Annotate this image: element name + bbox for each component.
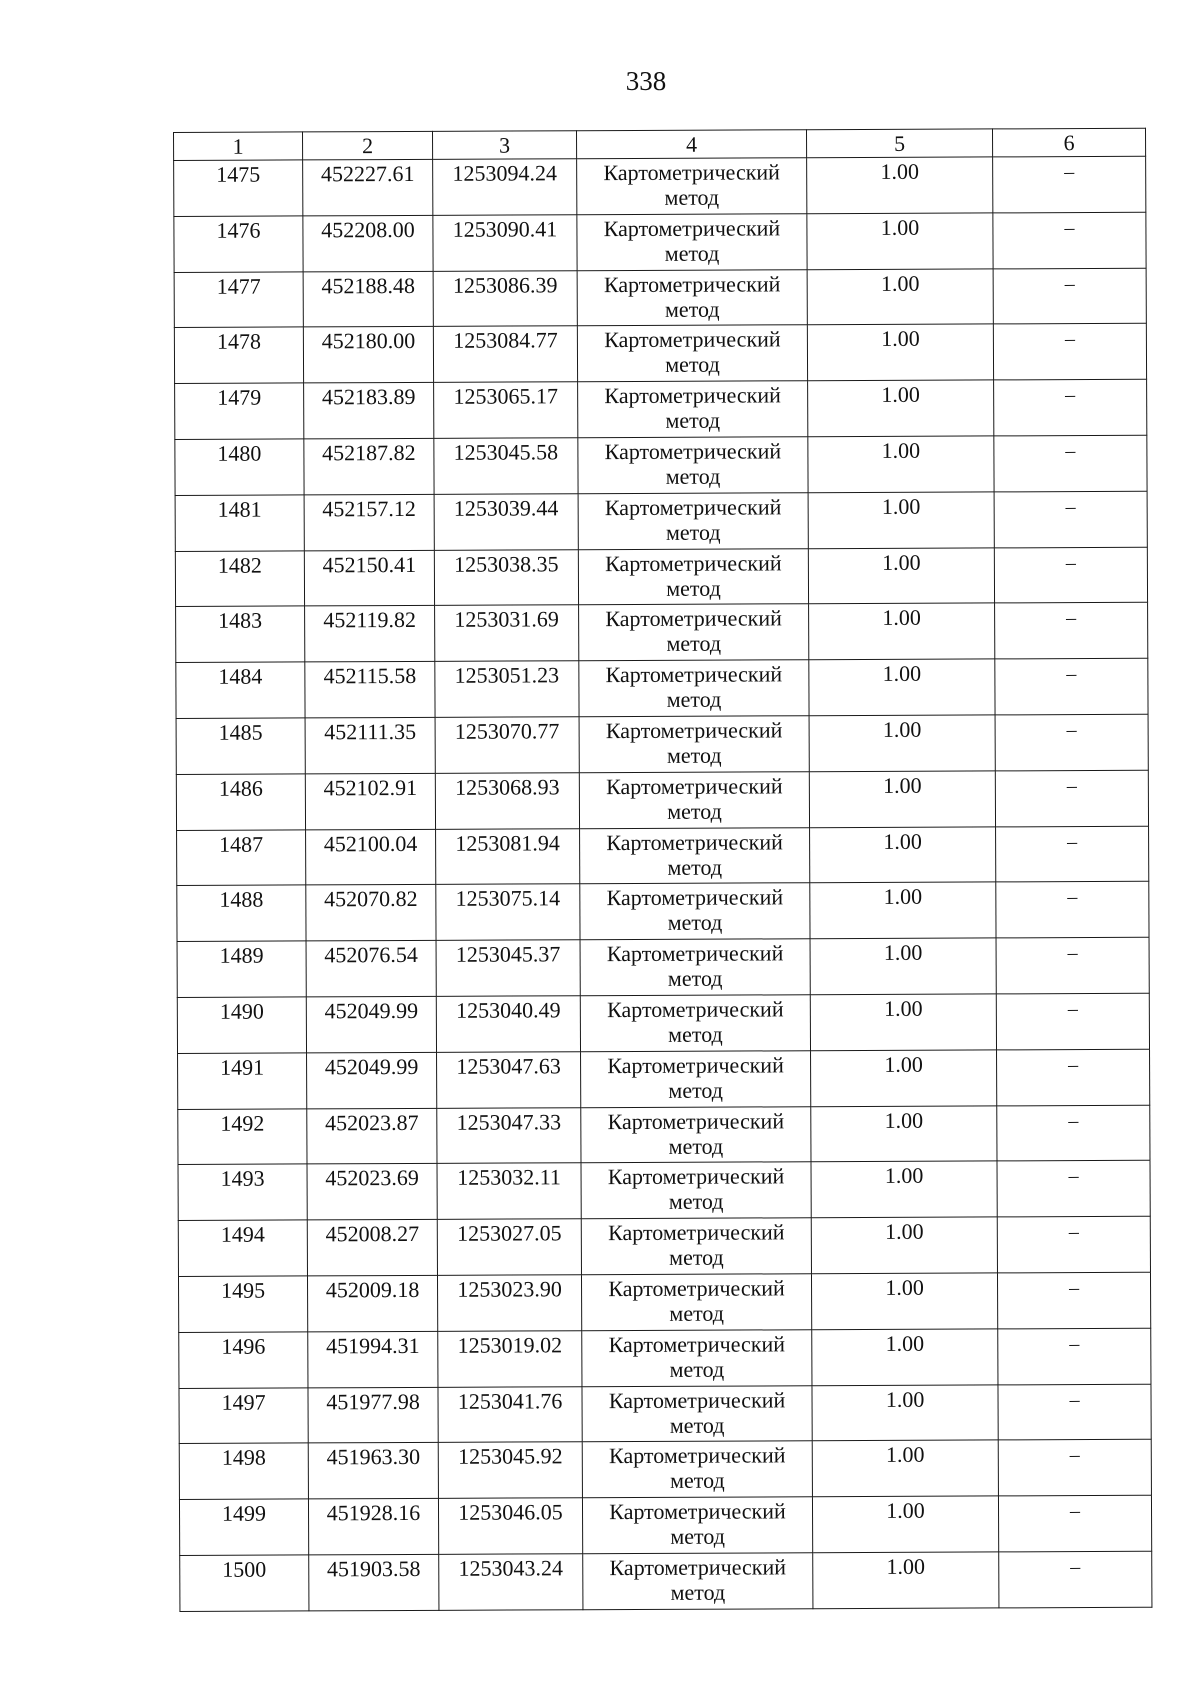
header-col-1: 1 bbox=[174, 132, 303, 161]
method-text-line-1: Картометрический bbox=[605, 661, 783, 688]
header-col-5: 5 bbox=[806, 129, 992, 158]
method-cell bbox=[579, 716, 809, 773]
note-cell bbox=[998, 1440, 1151, 1496]
table-row bbox=[176, 603, 1148, 663]
accuracy-cell: 1.00 bbox=[810, 826, 996, 883]
table-row bbox=[176, 714, 1148, 774]
accuracy-cell: 1.00 bbox=[810, 882, 996, 939]
x-coordinate-cell: 452187.82 bbox=[304, 438, 434, 494]
table-row bbox=[175, 435, 1147, 495]
note-cell bbox=[998, 1384, 1151, 1440]
note-cell bbox=[997, 1161, 1150, 1217]
method-text-line-2: метод bbox=[664, 184, 720, 210]
note-cell bbox=[993, 156, 1146, 212]
note-cell bbox=[997, 1105, 1150, 1161]
y-coordinate-cell: 1253081.94 bbox=[436, 828, 580, 884]
method-cell bbox=[580, 827, 810, 884]
method-cell bbox=[579, 660, 809, 717]
dash-mark: – bbox=[1068, 1165, 1079, 1188]
method-cell bbox=[578, 437, 808, 494]
note-cell bbox=[993, 212, 1146, 268]
y-coordinate-cell: 1253040.49 bbox=[436, 996, 580, 1052]
point-number-cell: 1491 bbox=[178, 1053, 307, 1109]
method-cell bbox=[577, 214, 807, 271]
x-coordinate-cell: 452070.82 bbox=[306, 885, 436, 941]
method-text-line-2: метод bbox=[667, 909, 723, 936]
method-text-line-1: Картометрический bbox=[604, 438, 782, 465]
dash-mark: – bbox=[1064, 161, 1075, 184]
point-number-cell: 1498 bbox=[179, 1443, 308, 1499]
method-cell bbox=[581, 1218, 811, 1275]
table-body bbox=[174, 156, 1152, 1611]
method-cell bbox=[582, 1385, 812, 1442]
method-cell bbox=[577, 158, 807, 215]
y-coordinate-cell: 1253043.24 bbox=[439, 1554, 583, 1610]
point-number-cell: 1496 bbox=[179, 1332, 308, 1388]
y-coordinate-cell: 1253084.77 bbox=[433, 326, 577, 382]
table-row bbox=[177, 937, 1149, 997]
note-cell bbox=[999, 1551, 1152, 1607]
x-coordinate-cell: 451994.31 bbox=[308, 1331, 438, 1387]
header-col-6: 6 bbox=[992, 128, 1145, 157]
point-number-cell: 1489 bbox=[177, 941, 306, 997]
dash-mark: – bbox=[1064, 328, 1075, 351]
x-coordinate-cell: 452150.41 bbox=[304, 550, 434, 606]
y-coordinate-cell: 1253032.11 bbox=[437, 1163, 581, 1219]
method-text-line-2: метод bbox=[666, 686, 722, 713]
y-coordinate-cell: 1253086.39 bbox=[433, 270, 577, 326]
header-row bbox=[174, 128, 1146, 160]
x-coordinate-cell: 451977.98 bbox=[308, 1387, 438, 1443]
method-text-line-2: метод bbox=[667, 798, 722, 824]
method-text-line-1: Картометрический bbox=[605, 717, 783, 744]
dash-mark: – bbox=[1065, 551, 1076, 574]
table-row bbox=[178, 1216, 1150, 1276]
method-text-line-1: Картометрический bbox=[609, 1554, 787, 1581]
dash-mark: – bbox=[1064, 216, 1075, 239]
accuracy-cell: 1.00 bbox=[811, 1105, 997, 1162]
x-coordinate-cell: 452188.48 bbox=[303, 271, 433, 327]
table-row bbox=[178, 1049, 1150, 1109]
note-cell bbox=[996, 826, 1149, 882]
accuracy-cell: 1.00 bbox=[812, 1496, 998, 1553]
note-cell bbox=[998, 1328, 1151, 1384]
method-text-line-2: метод bbox=[670, 1523, 725, 1549]
y-coordinate-cell: 1253051.23 bbox=[435, 661, 579, 717]
y-coordinate-cell: 1253047.63 bbox=[437, 1051, 581, 1107]
method-cell bbox=[582, 1329, 812, 1386]
method-text-line-1: Картометрический bbox=[604, 326, 781, 353]
method-text-line-2: метод bbox=[666, 630, 722, 657]
point-number-cell: 1490 bbox=[177, 997, 306, 1053]
method-text-line-1: Картометрический bbox=[606, 773, 783, 799]
note-cell bbox=[995, 770, 1148, 826]
dash-mark: – bbox=[1068, 1109, 1079, 1132]
y-coordinate-cell: 1253023.90 bbox=[437, 1275, 581, 1331]
dash-mark: – bbox=[1066, 719, 1077, 742]
x-coordinate-cell: 452227.61 bbox=[303, 159, 433, 215]
method-text-line-1: Картометрический bbox=[605, 549, 782, 576]
method-text-line-2: метод bbox=[664, 240, 720, 266]
method-text-line-1: Картометрический bbox=[607, 996, 784, 1023]
accuracy-cell: 1.00 bbox=[810, 994, 996, 1051]
accuracy-cell: 1.00 bbox=[807, 157, 993, 214]
method-text-line-2: метод bbox=[669, 1356, 725, 1382]
method-text-line-2: метод bbox=[665, 463, 721, 489]
table-row bbox=[176, 658, 1148, 718]
point-number-cell: 1492 bbox=[178, 1108, 307, 1164]
point-number-cell: 1493 bbox=[178, 1164, 307, 1220]
method-text-line-1: Картометрический bbox=[604, 382, 781, 409]
accuracy-cell: 1.00 bbox=[812, 1440, 998, 1497]
table-row bbox=[174, 156, 1146, 216]
y-coordinate-cell: 1253038.35 bbox=[434, 549, 578, 605]
table-row bbox=[174, 212, 1146, 272]
method-text-line-1: Картометрический bbox=[607, 1163, 785, 1190]
x-coordinate-cell: 451963.30 bbox=[308, 1443, 438, 1499]
x-coordinate-cell: 452009.18 bbox=[307, 1275, 437, 1331]
method-text-line-1: Картометрический bbox=[603, 270, 781, 297]
method-cell bbox=[579, 771, 809, 828]
method-text-line-2: метод bbox=[668, 1133, 724, 1159]
x-coordinate-cell: 452119.82 bbox=[305, 606, 435, 662]
method-text-line-1: Картометрический bbox=[608, 1219, 785, 1246]
point-number-cell: 1497 bbox=[179, 1387, 308, 1443]
method-cell bbox=[581, 1050, 811, 1107]
method-text-line-2: метод bbox=[668, 1077, 724, 1103]
x-coordinate-cell: 451928.16 bbox=[308, 1498, 438, 1554]
table-row bbox=[175, 379, 1147, 439]
x-coordinate-cell: 452076.54 bbox=[306, 941, 436, 997]
dash-mark: – bbox=[1069, 1388, 1080, 1411]
dash-mark: – bbox=[1066, 607, 1077, 630]
table-row bbox=[174, 268, 1146, 328]
accuracy-cell: 1.00 bbox=[809, 603, 995, 660]
point-number-cell: 1481 bbox=[175, 495, 304, 551]
method-text-line-1: Картометрический bbox=[606, 828, 783, 855]
x-coordinate-cell: 451903.58 bbox=[309, 1554, 439, 1610]
y-coordinate-cell: 1253045.92 bbox=[438, 1442, 582, 1498]
accuracy-cell: 1.00 bbox=[809, 715, 995, 772]
y-coordinate-cell: 1253039.44 bbox=[434, 494, 578, 550]
method-text-line-1: Картометрический bbox=[603, 159, 780, 186]
accuracy-cell: 1.00 bbox=[808, 436, 994, 493]
point-number-cell: 1499 bbox=[179, 1499, 308, 1555]
table-row bbox=[178, 1105, 1150, 1165]
y-coordinate-cell: 1253094.24 bbox=[433, 159, 577, 215]
header-col-2: 2 bbox=[303, 131, 433, 160]
method-text-line-1: Картометрический bbox=[604, 494, 782, 520]
note-cell bbox=[997, 1272, 1150, 1328]
table-row bbox=[180, 1551, 1152, 1611]
table-row bbox=[178, 1161, 1150, 1221]
x-coordinate-cell: 452008.27 bbox=[307, 1219, 437, 1275]
accuracy-cell: 1.00 bbox=[810, 938, 996, 995]
note-cell bbox=[993, 324, 1146, 380]
dash-mark: – bbox=[1065, 384, 1076, 407]
dash-mark: – bbox=[1069, 1332, 1080, 1355]
method-text-line-1: Картометрический bbox=[607, 1052, 784, 1078]
note-cell bbox=[994, 435, 1147, 491]
accuracy-cell: 1.00 bbox=[808, 547, 994, 604]
accuracy-cell: 1.00 bbox=[811, 1050, 997, 1107]
table-row bbox=[175, 547, 1147, 607]
dash-mark: – bbox=[1069, 1276, 1080, 1300]
method-text-line-1: Картометрический bbox=[608, 1386, 786, 1413]
x-coordinate-cell: 452049.99 bbox=[306, 996, 436, 1052]
table-row bbox=[178, 1272, 1150, 1332]
dash-mark: – bbox=[1069, 1444, 1080, 1467]
method-text-line-1: Картометрический bbox=[603, 215, 781, 241]
accuracy-cell: 1.00 bbox=[807, 213, 993, 270]
x-coordinate-cell: 452183.89 bbox=[304, 383, 434, 439]
coordinates-table bbox=[173, 128, 1152, 1612]
method-cell bbox=[580, 995, 810, 1052]
x-coordinate-cell: 452208.00 bbox=[303, 215, 433, 271]
accuracy-cell: 1.00 bbox=[811, 1273, 997, 1330]
point-number-cell: 1488 bbox=[177, 885, 306, 941]
method-cell bbox=[578, 381, 808, 438]
point-number-cell: 1479 bbox=[175, 383, 304, 439]
dash-mark: – bbox=[1067, 886, 1078, 909]
point-number-cell: 1480 bbox=[175, 439, 304, 495]
x-coordinate-cell: 452049.99 bbox=[307, 1052, 437, 1108]
accuracy-cell: 1.00 bbox=[811, 1217, 997, 1274]
y-coordinate-cell: 1253047.33 bbox=[437, 1107, 581, 1163]
method-cell bbox=[581, 1274, 811, 1331]
accuracy-cell: 1.00 bbox=[809, 771, 995, 828]
accuracy-cell: 1.00 bbox=[812, 1384, 998, 1441]
method-cell bbox=[578, 493, 808, 550]
accuracy-cell: 1.00 bbox=[812, 1329, 998, 1386]
table-row bbox=[179, 1384, 1151, 1444]
point-number-cell: 1495 bbox=[178, 1276, 307, 1332]
method-cell bbox=[577, 269, 807, 326]
y-coordinate-cell: 1253045.37 bbox=[436, 940, 580, 996]
note-cell bbox=[997, 1049, 1150, 1105]
x-coordinate-cell: 452115.58 bbox=[305, 662, 435, 718]
note-cell bbox=[997, 1216, 1150, 1272]
table-row bbox=[177, 882, 1149, 942]
point-number-cell: 1500 bbox=[180, 1555, 309, 1611]
dash-mark: – bbox=[1066, 774, 1077, 797]
dash-mark: – bbox=[1066, 663, 1077, 686]
method-cell bbox=[582, 1441, 812, 1498]
method-text-line-2: метод bbox=[668, 1188, 724, 1215]
accuracy-cell: 1.00 bbox=[807, 269, 993, 326]
note-cell bbox=[993, 268, 1146, 324]
y-coordinate-cell: 1253031.69 bbox=[435, 605, 579, 661]
method-cell bbox=[580, 883, 810, 940]
x-coordinate-cell: 452111.35 bbox=[305, 717, 435, 773]
dash-mark: – bbox=[1068, 1053, 1079, 1076]
table-row bbox=[174, 324, 1146, 384]
method-text-line-2: метод bbox=[667, 965, 723, 992]
point-number-cell: 1478 bbox=[174, 327, 303, 383]
y-coordinate-cell: 1253046.05 bbox=[438, 1498, 582, 1554]
header-col-3: 3 bbox=[432, 131, 576, 160]
point-number-cell: 1482 bbox=[175, 551, 304, 607]
dash-mark: – bbox=[1067, 830, 1078, 853]
y-coordinate-cell: 1253019.02 bbox=[438, 1330, 582, 1386]
method-text-line-2: метод bbox=[666, 742, 722, 768]
note-cell bbox=[994, 547, 1147, 603]
dash-mark: – bbox=[1065, 440, 1076, 463]
method-text-line-1: Картометрический bbox=[609, 1498, 786, 1525]
method-text-line-2: метод bbox=[668, 1021, 723, 1047]
note-cell bbox=[995, 658, 1148, 714]
point-number-cell: 1487 bbox=[177, 829, 306, 885]
table-row bbox=[175, 491, 1147, 551]
dash-mark: – bbox=[1069, 1500, 1081, 1523]
point-number-cell: 1484 bbox=[176, 662, 305, 718]
note-cell bbox=[995, 714, 1148, 770]
point-number-cell: 1486 bbox=[176, 774, 305, 830]
accuracy-cell: 1.00 bbox=[807, 324, 993, 381]
point-number-cell: 1475 bbox=[174, 160, 303, 216]
x-coordinate-cell: 452023.69 bbox=[307, 1164, 437, 1220]
table-row bbox=[179, 1328, 1151, 1388]
x-coordinate-cell: 452157.12 bbox=[304, 494, 434, 550]
note-cell bbox=[994, 379, 1147, 435]
dash-mark: – bbox=[1065, 495, 1076, 518]
method-text-line-2: метод bbox=[670, 1579, 726, 1605]
x-coordinate-cell: 452102.91 bbox=[305, 773, 435, 829]
method-text-line-1: Картометрический bbox=[608, 1331, 786, 1357]
y-coordinate-cell: 1253045.58 bbox=[434, 438, 578, 494]
method-text-line-2: метод bbox=[665, 407, 721, 434]
accuracy-cell: 1.00 bbox=[808, 380, 994, 437]
method-text-line-1: Картометрический bbox=[606, 884, 784, 911]
dash-mark: – bbox=[1068, 1221, 1079, 1244]
method-text-line-2: метод bbox=[665, 519, 721, 545]
y-coordinate-cell: 1253090.41 bbox=[433, 215, 577, 271]
y-coordinate-cell: 1253068.93 bbox=[435, 772, 579, 828]
dash-mark: – bbox=[1064, 272, 1075, 295]
x-coordinate-cell: 452023.87 bbox=[307, 1108, 437, 1164]
method-text-line-2: метод bbox=[669, 1244, 724, 1270]
y-coordinate-cell: 1253070.77 bbox=[435, 717, 579, 773]
note-cell bbox=[996, 993, 1149, 1049]
method-text-line-1: Картометрический bbox=[608, 1275, 785, 1302]
dash-mark: – bbox=[1067, 998, 1078, 1021]
method-cell bbox=[579, 604, 809, 661]
table-header bbox=[174, 128, 1146, 160]
y-coordinate-cell: 1253075.14 bbox=[436, 884, 580, 940]
method-text-line-2: метод bbox=[667, 854, 723, 880]
note-cell bbox=[996, 882, 1149, 938]
method-text-line-2: метод bbox=[670, 1467, 725, 1494]
method-cell bbox=[581, 1106, 811, 1163]
method-cell bbox=[577, 325, 807, 382]
accuracy-cell: 1.00 bbox=[811, 1161, 997, 1218]
note-cell bbox=[995, 603, 1148, 659]
y-coordinate-cell: 1253065.17 bbox=[434, 382, 578, 438]
method-text-line-2: метод bbox=[669, 1300, 724, 1326]
table-row bbox=[179, 1495, 1151, 1555]
y-coordinate-cell: 1253041.76 bbox=[438, 1386, 582, 1442]
method-text-line-1: Картометрический bbox=[606, 940, 784, 967]
point-number-cell: 1485 bbox=[176, 718, 305, 774]
note-cell bbox=[996, 937, 1149, 993]
x-coordinate-cell: 452100.04 bbox=[306, 829, 436, 885]
header-col-4: 4 bbox=[576, 130, 806, 159]
accuracy-cell: 1.00 bbox=[808, 492, 994, 549]
dash-mark: – bbox=[1070, 1555, 1081, 1579]
method-cell bbox=[581, 1162, 811, 1219]
page-number: 338 bbox=[625, 66, 667, 96]
point-number-cell: 1483 bbox=[176, 606, 305, 662]
point-number-cell: 1494 bbox=[178, 1220, 307, 1276]
x-coordinate-cell: 452180.00 bbox=[303, 327, 433, 383]
method-cell bbox=[582, 1497, 812, 1554]
note-cell bbox=[994, 491, 1147, 547]
accuracy-cell: 1.00 bbox=[813, 1552, 999, 1609]
table-row bbox=[179, 1440, 1151, 1500]
point-number-cell: 1476 bbox=[174, 216, 303, 272]
table-row bbox=[176, 770, 1148, 830]
method-text-line-2: метод bbox=[669, 1412, 725, 1438]
method-text-line-1: Картометрический bbox=[608, 1442, 786, 1469]
table-row bbox=[177, 993, 1149, 1053]
note-cell bbox=[998, 1495, 1151, 1551]
accuracy-cell: 1.00 bbox=[809, 659, 995, 716]
table-row bbox=[177, 826, 1149, 886]
method-cell bbox=[580, 939, 810, 996]
method-text-line-1: Картометрический bbox=[605, 605, 782, 632]
point-number-cell: 1477 bbox=[174, 272, 303, 328]
dash-mark: – bbox=[1067, 942, 1078, 965]
method-text-line-1: Картометрический bbox=[607, 1107, 785, 1134]
method-cell bbox=[583, 1553, 813, 1610]
y-coordinate-cell: 1253027.05 bbox=[437, 1219, 581, 1275]
method-cell bbox=[578, 548, 808, 605]
method-text-line-2: метод bbox=[665, 352, 720, 378]
method-text-line-2: метод bbox=[664, 296, 720, 322]
method-text-line-2: метод bbox=[666, 575, 721, 601]
